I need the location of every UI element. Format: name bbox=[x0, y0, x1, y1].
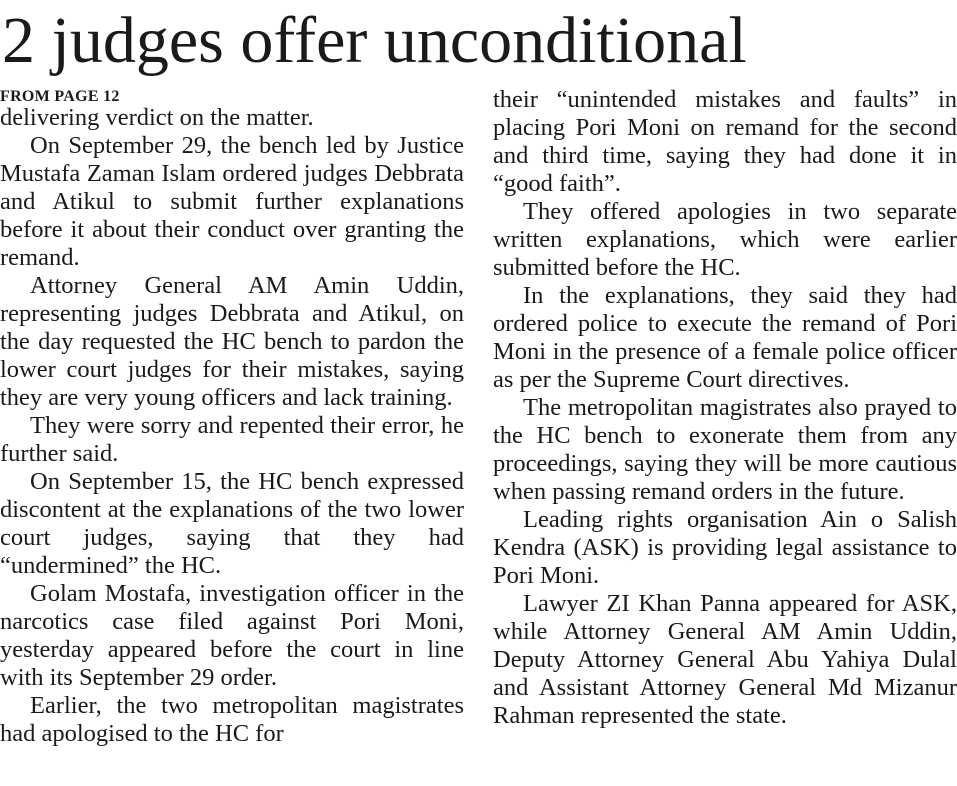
jump-line: FROM PAGE 12 bbox=[0, 88, 120, 105]
paragraph: delivering verdict on the matter. bbox=[0, 104, 314, 131]
paragraph: In the explanations, they said they had ordered police to execute the remand of Pori Moni in the presence of a female police officer as per the Supreme Court directives. bbox=[493, 282, 957, 393]
paragraph: Earlier, the two metropolitan magistrates had apologised to the HC for bbox=[0, 692, 464, 747]
headline: 2 judges offer unconditional bbox=[2, 4, 747, 77]
paragraph: Attorney General AM Amin Uddin, representing judges Debbrata and Atikul, on the day requested the HC bench to pardon the lower court judges for their mistakes, saying they are very young officers and lack training. bbox=[0, 272, 464, 411]
article-column-right bbox=[493, 86, 957, 730]
paragraph: Leading rights organisation Ain o Salish Kendra (ASK) is providing legal assistance to Pori Moni. bbox=[493, 506, 957, 589]
paragraph: Lawyer ZI Khan Panna appeared for ASK, while Attorney General AM Amin Uddin, Deputy Attorney General Abu Yahiya Dulal and Assistant Attorney General Md Mizanur Rahman represented the state. bbox=[493, 590, 957, 729]
paragraph: They offered apologies in two separate written explanations, which were earlier submitted before the HC. bbox=[493, 198, 957, 281]
paragraph: On September 29, the bench led by Justice Mustafa Zaman Islam ordered judges Debbrata and Atikul to submit further explanations before it about their conduct over granting the remand. bbox=[0, 132, 464, 271]
paragraph: They were sorry and repented their error, he further said. bbox=[0, 412, 464, 467]
paragraph: Golam Mostafa, investigation officer in the narcotics case filed against Pori Moni, yesterday appeared before the court in line with its September 29 order. bbox=[0, 580, 464, 691]
paragraph: their “unintended mistakes and faults” in placing Pori Moni on remand for the second and third time, saying they had done it in “good faith”. bbox=[493, 86, 957, 197]
paragraph: On September 15, the HC bench expressed discontent at the explanations of the two lower court judges, saying that they had “undermined” the HC. bbox=[0, 468, 464, 579]
paragraph: The metropolitan magistrates also prayed to the HC bench to exonerate them from any proceedings, saying they will be more cautious when passing remand orders in the future. bbox=[493, 394, 957, 505]
article-column-left bbox=[0, 88, 464, 748]
